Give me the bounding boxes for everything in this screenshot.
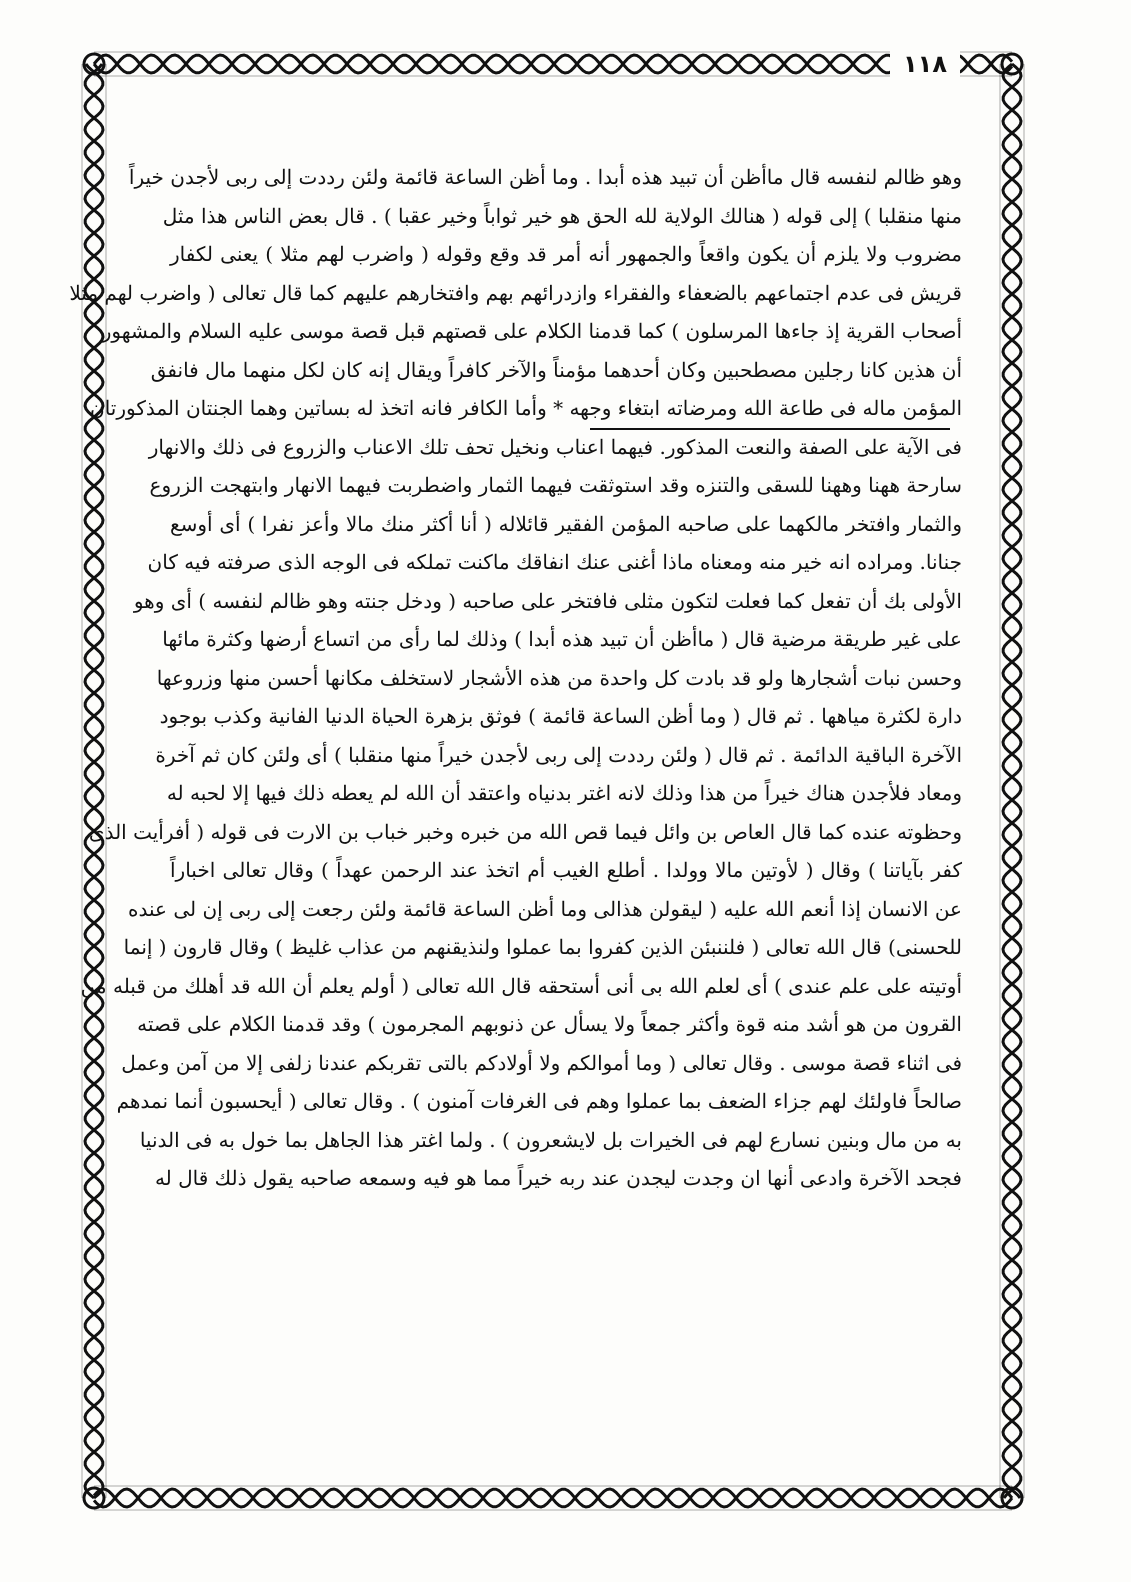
border-top-strand-b [94, 55, 1012, 73]
text-line: به من مال وبنين نسارع لهم فى الخيرات بل لايشعرون ) . ولما اغتر هذا الجاهل بما خول به فى الدنيا [139, 1127, 962, 1152]
text-line: فجحد الآخرة وادعى أنها ان وجدت ليجدن عند ربه خيراً مما هو فيه وسمعه صاحبه يقول ذلك قال له [154, 1166, 962, 1190]
text-line: مضروب ولا يلزم أن يكون واقعاً والجمهور أنه أمر قد وقع وقوله ( واضرب لهم مثلا ) يعنى لكفار [170, 242, 962, 266]
text-line: وهو ظالم لنفسه قال ماأظن أن تبيد هذه أبدا . وما أظن الساعة قائمة ولئن رددت إلى ربى لأجدن خيراً [128, 165, 962, 189]
text-line: القرون من هو أشد منه قوة وأكثر جمعاً ولا يسأل عن ذنوبهم المجرمون ) وقد قدمنا الكلام على قصته [137, 1012, 962, 1036]
text-line: فى اثناء قصة موسى . وقال تعالى ( وما أموالكم ولا أولادكم بالتى تقربكم عندنا زلفى إلا من آمن وعمل [121, 1050, 962, 1075]
page-number: ١١٨ [890, 44, 960, 84]
text-line: صالحاً فاولئك لهم جزاء الضعف بما عملوا وهم فى الغرفات آمنون ) . وقال تعالى ( أيحسبون أنما نمدهم [116, 1089, 962, 1113]
text-line: ومعاد فلأجدن هناك خيراً من هذا وذلك لانه اغتر بدنياه واعتقد أن الله لم يعطه ذلك فيها إلا لحبه له [166, 781, 962, 805]
border-bottom-strand-b [94, 1489, 1012, 1507]
text-line: الآخرة الباقية الدائمة . ثم قال ( ولئن رددت إلى ربى لأجدن خيراً منها منقلبا ) أى ولئن كان ثم آخرة [155, 742, 962, 767]
text-line: قريش فى عدم اجتماعهم بالضعفاء والفقراء وازدرائهم بهم وافتخارهم عليهم كما قال تعالى ( واضرب لهم مثلا [69, 280, 962, 305]
text-line: منها منقلبا ) إلى قوله ( هنالك الولاية لله الحق هو خير ثواباً وخير عقبا ) . قال بعض الناس هذا مثل [162, 203, 962, 228]
text-line: والثمار وافتخر مالكهما على صاحبه المؤمن الفقير قائلاله ( أنا أكثر منك مالا وأعز نفرا ) أى أوسع [170, 511, 962, 536]
text-line: أوتيته على علم عندى ) أى لعلم الله بى أنى أستحقه قال الله تعالى ( أولم يعلم أن الله قد أهلك من قبله من [80, 973, 962, 998]
text-line: وحسن نبات أشجارها ولو قد بادت كل واحدة من هذه الأشجار لاستخلف مكانها أحسن منها وزروعها [156, 665, 962, 690]
body-text [69, 158, 963, 1418]
text-line: سارحة ههنا وههنا للسقى والتنزه وقد استوثقت فيهما الثمار واضطربت فيهما الانهار وابتهجت الزروع [149, 473, 962, 497]
text-line: جنانا. ومراده انه خير منه ومعناه ماذا أغنى عنك انفاقك ماكنت تملكه فى الوجه الذى صرفته فيه كان [147, 550, 962, 574]
text-line: دارة لكثرة مياهها . ثم قال ( وما أظن الساعة قائمة ) فوثق بزهرة الحياة الدنيا الفانية وكذب بوجود [159, 704, 962, 728]
text-line: عن الانسان إذا أنعم الله عليه ( ليقولن هذالى وما أظن الساعة قائمة ولئن رجعت إلى ربى إن لى عنده [128, 896, 962, 921]
text-line: الأولى بك أن تفعل كما فعلت لتكون مثلى فافتخر على صاحبه ( ودخل جنته وهو ظالم لنفسه ) أى وهو [133, 588, 962, 613]
text-line: للحسنى) قال الله تعالى ( فلننبئن الذين كفروا بما عملوا ولنذيقنهم من عذاب غليظ ) وقال قارون ( إنما [123, 935, 962, 959]
text-line: فى الآية على الصفة والنعت المذكور. فيهما اعناب ونخيل تحف تلك الاعناب والزروع فى ذلك والانهار [148, 434, 962, 459]
text-line: كفر بآياتنا ) وقال ( لأوتين مالا وولدا . أطلع الغيب أم اتخذ عند الرحمن عهداً ) وقال تعالى اخباراً [170, 858, 963, 882]
text-line: أن هذين كانا رجلين مصطحبين وكان أحدهما مؤمناً والآخر كافراً ويقال إنه كان لكل منهما مال فانفق [150, 357, 962, 382]
text-line: على غير طريقة مرضية قال ( ماأظن أن تبيد هذه أبدا ) وذلك لما رأى من اتساع أرضها وكثرة مائها [162, 627, 962, 651]
text-line: المؤمن ماله فى طاعة الله ومرضاته ابتغاء وجهه * وأما الكافر فانه اتخذ له بساتين وهما الجنتان المذكورتان [90, 396, 962, 420]
text-line: وحظوته عنده كما قال العاص بن وائل فيما قص الله من خبره وخبر خباب بن الارت فى قوله ( أفرأيت الذى [88, 819, 962, 844]
text-line: أصحاب القرية إذ جاءها المرسلون ) كما قدمنا الكلام على قصتهم قبل قصة موسى عليه السلام والمشهور [101, 319, 962, 343]
